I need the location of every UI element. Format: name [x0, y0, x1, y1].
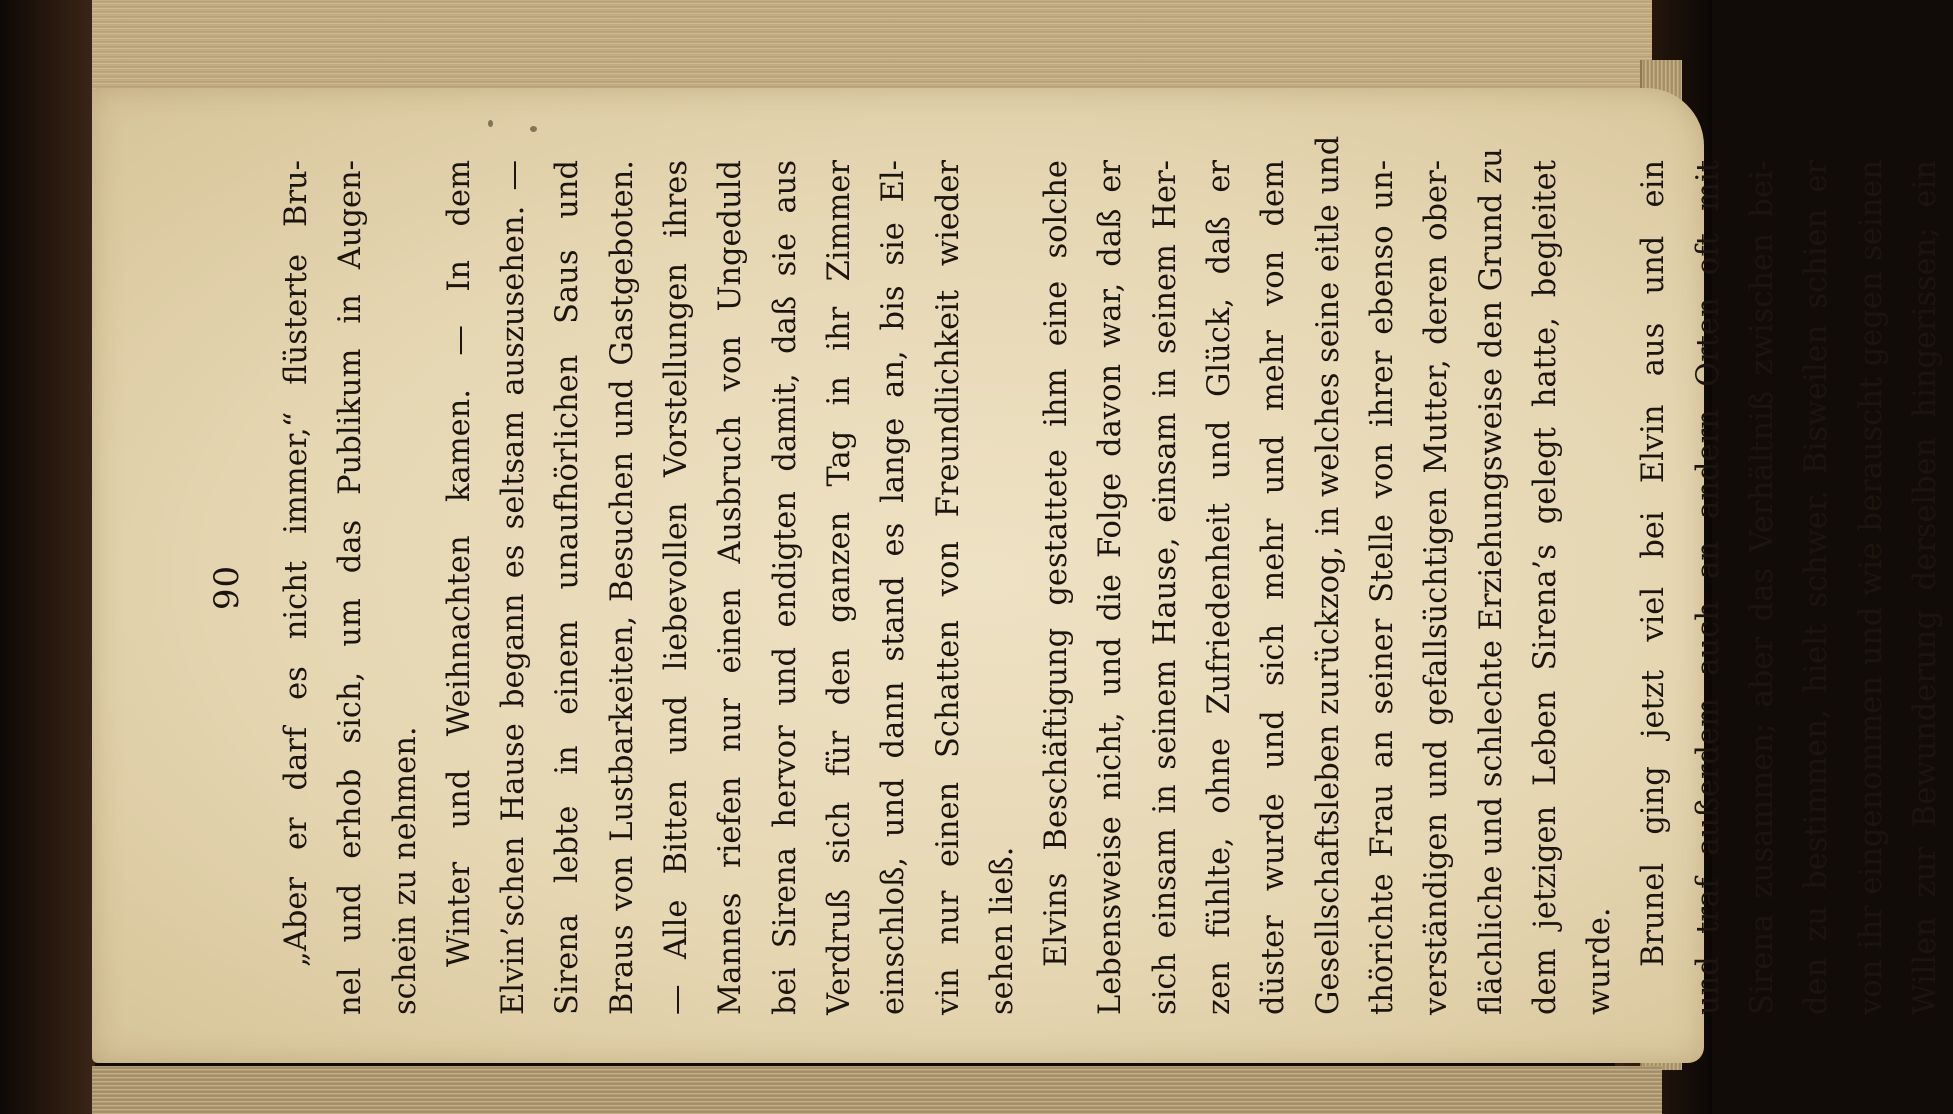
text-line: — Alle Bitten und liebevollen Vorstellungen ihres — [659, 160, 695, 1015]
text-line: Elvin’schen Hause begann es seltsam auszusehen. — — [496, 160, 532, 1015]
text-line: Mannes riefen nur einen Ausbruch von Ungeduld — [713, 160, 749, 1015]
text-line: dem jetzigen Leben Sirena’s gelegt hatte, begleitet — [1527, 160, 1563, 1015]
text-line: Braus von Lustbarkeiten, Besuchen und Gastgeboten. — [604, 160, 640, 1015]
text-line: zen fühlte, ohne Zufriedenheit und Glück, daß er — [1202, 160, 1238, 1015]
page-text — [270, 135, 1953, 1015]
text-line: Winter und Weihnachten kamen. — In dem — [441, 160, 477, 967]
text-line: Elvins Beschäftigung gestattete ihm eine solche — [1039, 160, 1075, 967]
text-line: nel und erhob sich, um das Publikum in Augen- — [333, 160, 369, 1015]
text-line: thörichte Frau an seiner Stelle von ihrer ebenso un- — [1364, 160, 1400, 1015]
text-line: Brunel ging jetzt viel bei Elvin aus und ein — [1636, 160, 1672, 967]
text-line: bei Sirena hervor und endigten damit, daß sie aus — [767, 160, 803, 1015]
text-line: den zu bestimmen, hielt schwer. Bisweilen schien er — [1799, 160, 1835, 1015]
text-line: „Aber er darf es nicht immer,“ flüsterte Bru- — [279, 160, 314, 967]
rotated-page-content — [207, 135, 1943, 1015]
ink-spot — [530, 126, 537, 132]
text-line: Gesellschaftsleben zurückzog, in welches seine eitle und — [1310, 135, 1346, 1015]
text-line: vin nur einen Schatten von Freundlichkeit wieder — [930, 160, 966, 1015]
text-line: einschloß, und dann stand es lange an, bis sie El- — [876, 160, 912, 1015]
text-line: Lebensweise nicht, und die Folge davon war, daß er — [1093, 160, 1129, 1015]
text-line: sehen ließ. — [984, 846, 1020, 1015]
text-line: flächliche und schlechte Erziehungsweise den Grund zu — [1473, 148, 1509, 1015]
text-line: sich einsam in seinem Hause, einsam in seinem Her- — [1147, 160, 1183, 1015]
text-line: schein zu nehmen. — [387, 726, 423, 1015]
text-line: Willen zur Bewunderung derselben hingerissen; ein — [1907, 160, 1943, 1015]
page-number: 90 — [207, 564, 247, 611]
text-line: Sirena lebte in einem unaufhörlichen Saus und — [550, 160, 586, 1015]
text-line: verständigen und gefallsüchtigen Mutter, deren ober- — [1419, 160, 1455, 1015]
ink-spot — [488, 120, 493, 127]
text-line: Verdruß sich für den ganzen Tag in ihr Zimmer — [821, 160, 857, 1015]
book-binding-left — [0, 0, 95, 1114]
text-line: wurde. — [1582, 907, 1618, 1015]
text-line: von ihr eingenommen und wie berauscht gegen seinen — [1853, 160, 1889, 1015]
text-line: Sirena zusammen; aber das Verhältniß zwischen bei- — [1745, 160, 1781, 1015]
text-line: düster wurde und sich mehr und mehr von dem — [1256, 160, 1292, 1015]
text-line: und traf außerdem auch an andern Orten oft mit — [1690, 160, 1726, 1015]
page-edges-bottom — [92, 1066, 1662, 1114]
